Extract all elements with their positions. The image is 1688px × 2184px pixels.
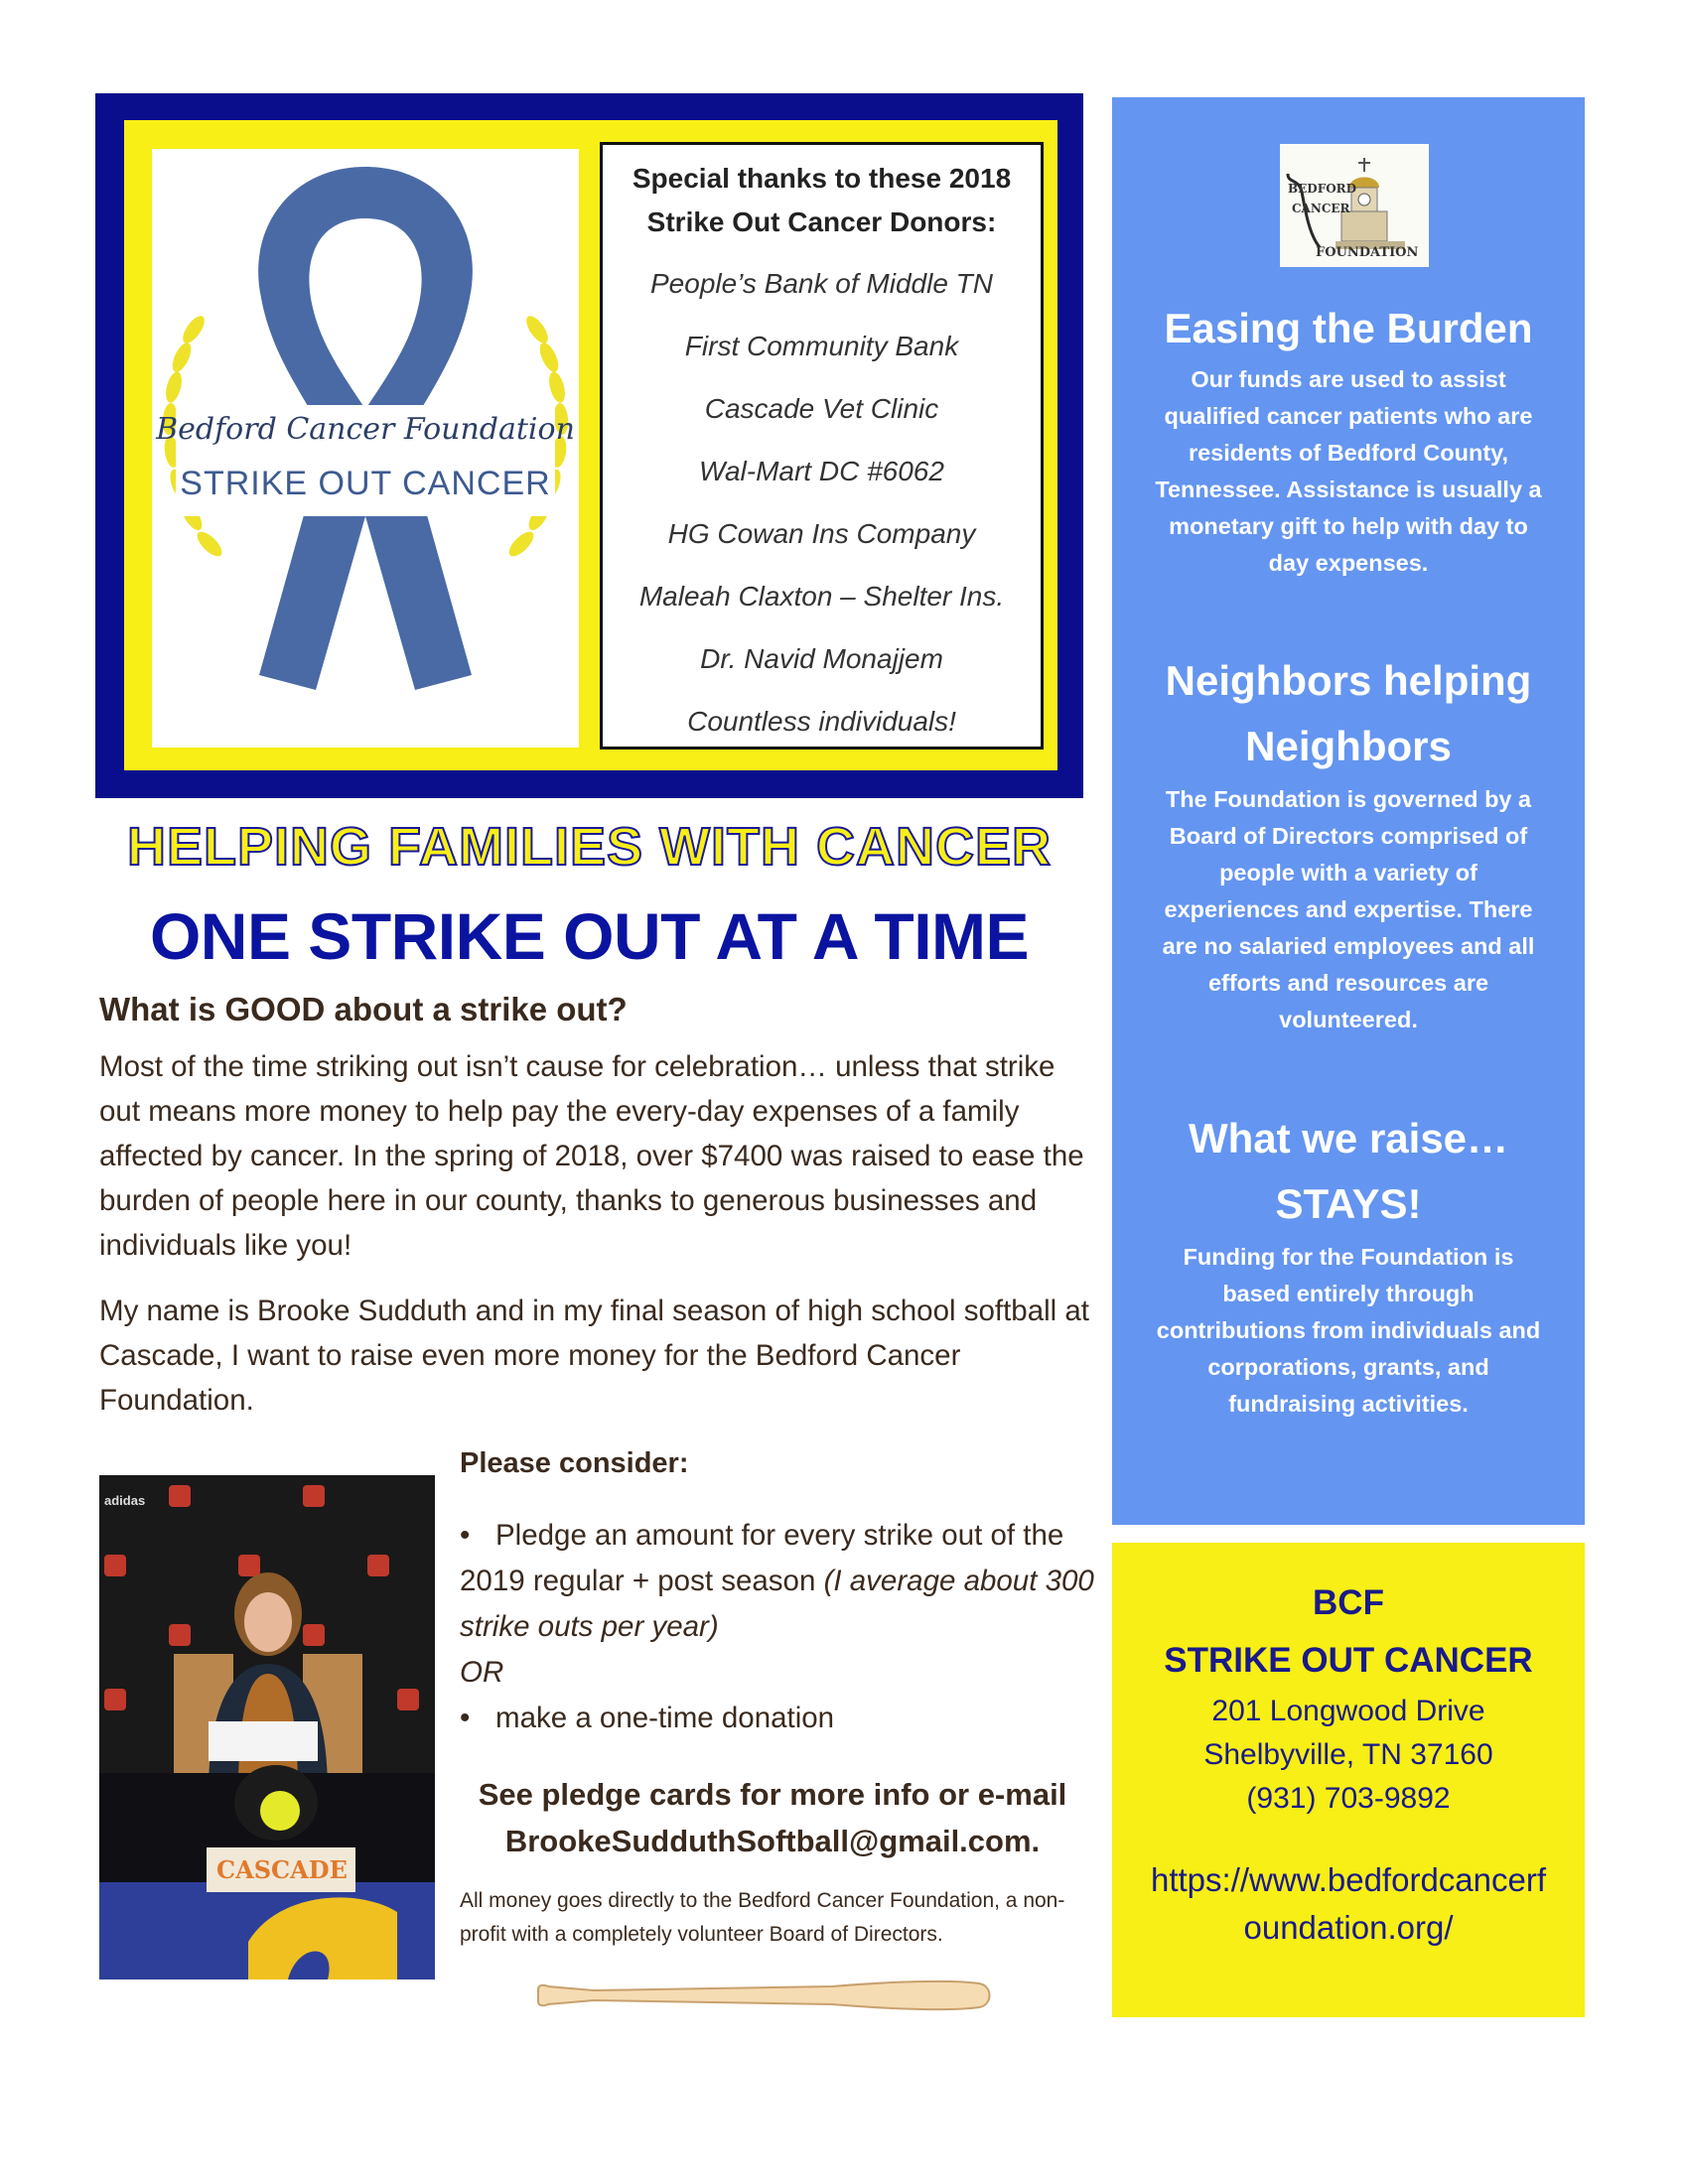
disclaimer-text: All money goes directly to the Bedford Cancer Foundation, a non-profit with a completely volunteer Board of Directors. <box>460 1889 1065 1946</box>
bedford-cancer-foundation-logo <box>1280 144 1429 267</box>
softball-bat-icon <box>534 1976 996 2015</box>
logo-line-bedford: BEDFORD <box>1288 182 1357 196</box>
player-photo <box>99 1475 435 1979</box>
logo-line-foundation: FOUNDATION <box>1316 245 1419 260</box>
please-consider-heading: Please consider: <box>460 1447 689 1479</box>
donor-list-box <box>600 142 1044 750</box>
contact-box <box>1112 1543 1585 2017</box>
strike-out-cancer-logo <box>152 149 579 748</box>
pledge-option-per-strikeout: • Pledge an amount for every strike out of the 2019 regular + post season (I average about 300 strike outs per year) <box>460 1519 1094 1643</box>
donor-item: First Community Bank <box>684 331 959 361</box>
pledge-option-one-time: • make a one-time donation <box>460 1702 835 1734</box>
website-link[interactable]: https://www.bedfordcancerfoundation.org/ <box>1150 1861 1547 1946</box>
contact-name: STRIKE OUT CANCER <box>1164 1641 1533 1680</box>
donor-item: People’s Bank of Middle TN <box>650 268 993 299</box>
donor-banner <box>95 93 1083 798</box>
what-we-raise-line2: STAYS! <box>1275 1180 1422 1227</box>
pledge-option-text: Pledge an amount for every strike out of the 2019 regular + post season <box>460 1519 1064 1597</box>
photo-shirt-text: CASCADE <box>216 1855 348 1884</box>
what-we-raise-text: Funding for the Foundation is based entirely through contributions from individuals and corporations, grants, and fundraising activities. <box>1156 1244 1541 1417</box>
banner-yellow-frame <box>124 120 1057 770</box>
neighbors-heading <box>1112 648 1585 779</box>
question-heading: What is GOOD about a strike out? <box>99 991 628 1027</box>
what-we-raise-heading <box>1112 1106 1585 1237</box>
donor-item: Wal-Mart DC #6062 <box>699 456 944 486</box>
donor-item: Dr. Navid Monajjem <box>700 643 943 674</box>
intro-paragraph-name: My name is Brooke Sudduth and in my final season of high school softball at Cascade, I want to raise even more money for the Bedford Cancer Foundation. <box>99 1295 1090 1417</box>
donor-title-line2: Strike Out Cancer Donors: <box>646 206 997 237</box>
or-label: OR <box>460 1656 504 1689</box>
easing-burden-text: Our funds are used to assist qualified cancer patients who are residents of Bedford County, Tennessee. Assistance is usually a monetary gift to help with day to day expenses. <box>1155 366 1542 576</box>
neighbors-heading-line2: Neighbors <box>1245 723 1452 769</box>
donor-item: Countless individuals! <box>687 706 956 737</box>
contact-abbr: BCF <box>1313 1583 1384 1622</box>
donor-item: HG Cowan Ins Company <box>667 518 976 549</box>
player-photo-image <box>99 1475 435 1979</box>
what-we-raise-line1: What we raise… <box>1188 1115 1509 1161</box>
headline-one-strike-out: ONE STRIKE OUT AT A TIME <box>149 899 1030 973</box>
pledge-option-note: (I average about 300 strike outs per year) <box>460 1565 1094 1643</box>
ribbon-laurel-icon <box>152 149 579 748</box>
pledge-cards-text: See pledge cards for more info or e-mail <box>478 1777 1067 1812</box>
donor-item: Maleah Claxton – Shelter Ins. <box>638 581 1005 612</box>
logo-org-name: Bedford Cancer Foundation <box>156 412 575 447</box>
photo-backdrop-brand: adidas <box>104 1493 146 1508</box>
intro-paragraph: Most of the time striking out isn’t cause for celebration… unless that strike out means more money to help pay the every-day expenses of a family affected by cancer. In the spring of 2018, over $7400 was raised to ease the burden of people here in our county, thanks to generous businesses and individuals like you! <box>99 1050 1084 1262</box>
donor-item: Cascade Vet Clinic <box>704 393 939 424</box>
donor-list <box>603 252 1041 752</box>
neighbors-text: The Foundation is governed by a Board of Directors comprised of people with a variety of experiences and expertise. There are no salaried employees and all efforts and resources are volunteered. <box>1162 786 1535 1032</box>
neighbors-heading-line1: Neighbors helping <box>1165 657 1532 704</box>
headline-helping-families: HELPING FAMILIES WITH CANCER <box>127 817 1052 877</box>
logo-tagline: STRIKE OUT CANCER <box>180 465 551 502</box>
donor-title <box>603 157 1041 244</box>
pledge-option-text: make a one-time donation <box>495 1702 835 1734</box>
pledge-options <box>460 1513 1095 1741</box>
contact-phone: (931) 703-9892 <box>1246 1782 1451 1815</box>
logo-line-cancer: CANCER <box>1292 202 1350 215</box>
contact-city: Shelbyville, TN 37160 <box>1203 1738 1493 1771</box>
info-sidebar <box>1112 97 1585 1525</box>
contact-street: 201 Longwood Drive <box>1211 1695 1485 1727</box>
donor-title-line1: Special thanks to these 2018 <box>632 163 1012 194</box>
easing-burden-heading: Easing the Burden <box>1164 305 1533 351</box>
email-link[interactable]: BrookeSudduthSoftball@gmail.com. <box>504 1824 1041 1858</box>
pledge-contact-line <box>460 1771 1085 1864</box>
